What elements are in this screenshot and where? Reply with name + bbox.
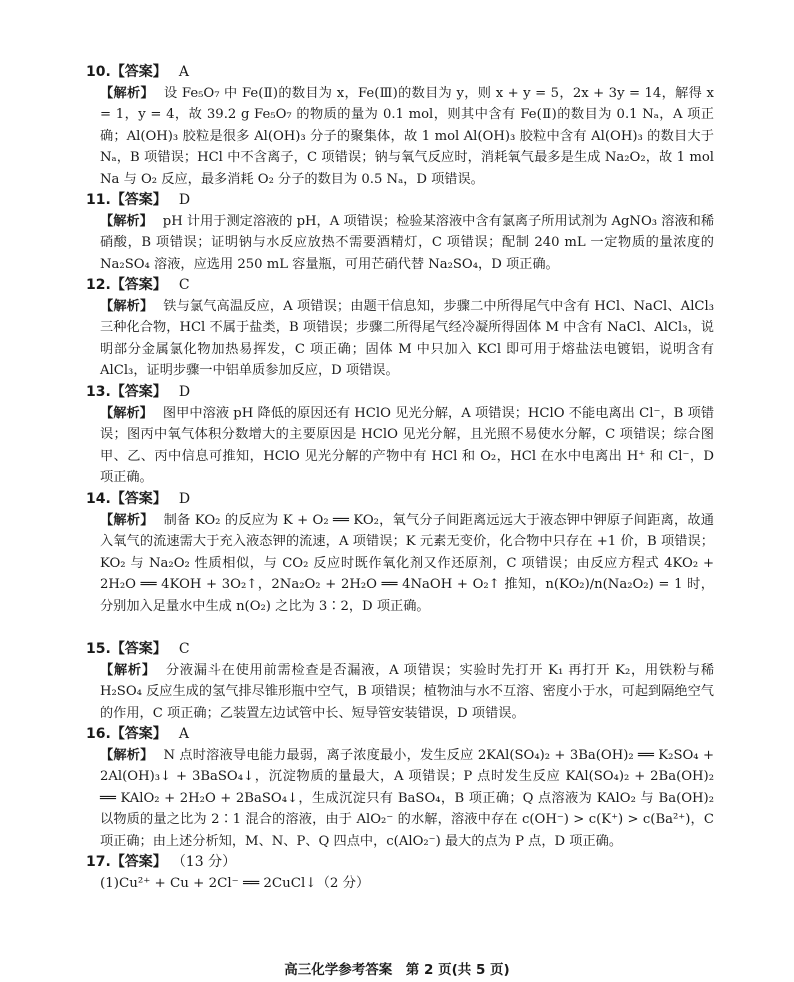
question-14 [86, 489, 714, 639]
explanation [86, 211, 714, 275]
answer-label: 【答案】 [110, 491, 167, 507]
explanation-label: 【解析】 [100, 663, 156, 678]
answer-label: 【答案】 [110, 726, 167, 742]
explanation-label: 【解析】 [100, 513, 154, 528]
explanation-label: 【解析】 [100, 86, 154, 101]
answer-label: 【答案】 [110, 192, 167, 208]
question-number: 15. [86, 641, 111, 657]
explanation [86, 403, 714, 489]
answer-line [86, 62, 714, 83]
question-number: 14. [86, 491, 111, 507]
answer-value: C [178, 277, 190, 293]
question-number: 12. [86, 277, 111, 293]
answer-label: 【答案】 [110, 277, 167, 293]
answer-line [86, 275, 714, 296]
explanation-text: pH 计用于测定溶液的 pH，A 项错误；检验某溶液中含有氯离子所用试剂为 AgNO₃ 溶液和稀硝酸，B 项错误；证明钠与水反应放热不需要酒精灯，C 项错误；配制 240 mL 一定物质的量浓度的 Na₂SO₄ 溶液，应选用 250 mL 容量瓶，可用芒硝代替 Na₂SO₄，D 项正确。 [100, 214, 715, 272]
answer-value: C [178, 641, 190, 657]
explanation-label: 【解析】 [100, 299, 154, 314]
answer-line [86, 489, 714, 510]
explanation [86, 83, 714, 190]
explanation-text: 分液漏斗在使用前需检查是否漏液，A 项错误；实验时先打开 K₁ 再打开 K₂，用铁粉与稀 H₂SO₄ 反应生成的氢气排尽锥形瓶中空气，B 项错误；植物油与水不互溶、密度小于水，可起到隔绝空气的作用，C 项正确；乙装置左边试管中长、短导管安装错误，D 项错误。 [100, 663, 715, 721]
question-13 [86, 382, 714, 489]
explanation-label: 【解析】 [100, 748, 154, 763]
question-number: 16. [86, 726, 111, 742]
answer-value: A [178, 726, 189, 742]
answer-line [86, 190, 714, 211]
explanation [86, 745, 714, 852]
question-10 [86, 62, 714, 190]
answer-line [86, 382, 714, 403]
answer-line [86, 852, 714, 873]
question-number: 10. [86, 64, 111, 80]
answer-label: 【答案】 [110, 64, 167, 80]
question-17 [86, 852, 714, 894]
question-number: 17. [86, 854, 111, 870]
sub-answer: (1)Cu²⁺ + Cu + 2Cl⁻ ══ 2CuCl↓（2 分） [100, 876, 370, 891]
explanation [86, 660, 714, 724]
explanation [86, 296, 714, 382]
question-12 [86, 275, 714, 382]
answer-value: A [178, 64, 189, 80]
question-15 [86, 639, 714, 724]
explanation-label: 【解析】 [100, 406, 153, 421]
question-number: 11. [86, 192, 111, 208]
question-11 [86, 190, 714, 275]
answer-label: 【答案】 [110, 641, 167, 657]
answer-value: D [178, 384, 191, 400]
answer-value: D [178, 192, 191, 208]
explanation [86, 510, 714, 639]
answer-content [86, 62, 714, 894]
explanation-text: 图甲中溶液 pH 降低的原因还有 HClO 见光分解，A 项错误；HClO 不能电离出 Cl⁻，B 项错误；图丙中氧气体积分数增大的主要原因是 HClO 见光分解，且光照不易使水分解，C 项错误；综合图甲、乙、丙中信息可推知，HClO 见光分解的产物中有 HCl 和 O₂，HCl 在水中电离出 H⁺ 和 Cl⁻，D 项正确。 [100, 406, 715, 486]
question-16 [86, 724, 714, 852]
explanation-text: 制备 KO₂ 的反应为 K + O₂ ══ KO₂，氧气分子间距离远远大于液态钾中钾原子间距离，故通入氧气的流速需大于充入液态钾的流速，A 项错误；K 元素无变价，化合物中只存在 +1 价，B 项错误；KO₂ 与 Na₂O₂ 性质相似，与 CO₂ 反应时既作氧化剂又作还原剂，C 项错误；由反应方程式 4KO₂ + 2H₂O ══ 4KOH + 3O₂↑，2Na₂O₂ + 2H₂O ══ 4NaOH + O₂↑ 推知，n(KO₂)/n(Na₂O₂) = 1 时，分别加入足量水中生成 n(O₂) 之比为 3∶2，D 项正确。 [100, 513, 714, 614]
answer-line [86, 639, 714, 660]
answer-label: 【答案】 [110, 854, 167, 870]
answer-line [86, 724, 714, 745]
page-footer: 高三化学参考答案 第 2 页(共 5 页) [284, 962, 510, 978]
explanation-text: 设 Fe₅O₇ 中 Fe(Ⅱ)的数目为 x，Fe(Ⅲ)的数目为 y，则 x + y = 5，2x + 3y = 14，解得 x = 1，y = 4，故 39.2 g Fe₅O₇ 的物质的量为 0.1 mol，则其中含有 Fe(Ⅱ)的数目为 0.1 Nₐ，A 项正确；Al(OH)₃ 胶粒是很多 Al(OH)₃ 分子的聚集体，故 1 mol Al(OH)₃ 胶粒中含有 Al(OH)₃ 的数目大于 Nₐ，B 项错误；HCl 中不含离子，C 项错误；钠与氧气反应时，消耗氧气最多是生成 Na₂O₂，故 1 mol Na 与 O₂ 反应，最多消耗 O₂ 分子的数目为 0.5 Nₐ，D 项错误。 [100, 86, 714, 187]
answer-value: D [178, 491, 191, 507]
explanation-text: N 点时溶液导电能力最弱，离子浓度最小，发生反应 2KAl(SO₄)₂ + 3Ba(OH)₂ ══ K₂SO₄ + 2Al(OH)₃↓ + 3BaSO₄↓，沉淀物质的量最大，A 项错误；P 点时发生反应 KAl(SO₄)₂ + 2Ba(OH)₂ ══ KAlO₂ + 2H₂O + 2BaSO₄↓，生成沉淀只有 BaSO₄，B 项正确；Q 点溶液为 KAlO₂ 与 Ba(OH)₂ 以物质的量之比为 2∶1 混合的溶液，由于 AlO₂⁻ 的水解，溶液中存在 c(OH⁻) > c(K⁺) > c(Ba²⁺)，C 项正确；由上述分析知，M、N、P、Q 四点中，c(AlO₂⁻) 最大的点为 P 点，D 项正确。 [100, 748, 715, 849]
question-number: 13. [86, 384, 111, 400]
explanation-text: 铁与氯气高温反应，A 项错误；由题干信息知，步骤二中所得尾气中含有 HCl、NaCl、AlCl₃ 三种化合物，HCl 不属于盐类，B 项错误；步骤二所得尾气经冷凝所得固体 M 中含有 NaCl、AlCl₃，说明部分金属氯化物加热易挥发，C 项正确；固体 M 中只加入 KCl 即可用于熔盐法电镀铝，说明含有 AlCl₃，证明步骤一中铝单质参加反应，D 项错误。 [100, 299, 715, 379]
explanation-label: 【解析】 [100, 214, 153, 229]
answer-label: 【答案】 [110, 384, 167, 400]
answer-value: （13 分） [178, 854, 237, 870]
